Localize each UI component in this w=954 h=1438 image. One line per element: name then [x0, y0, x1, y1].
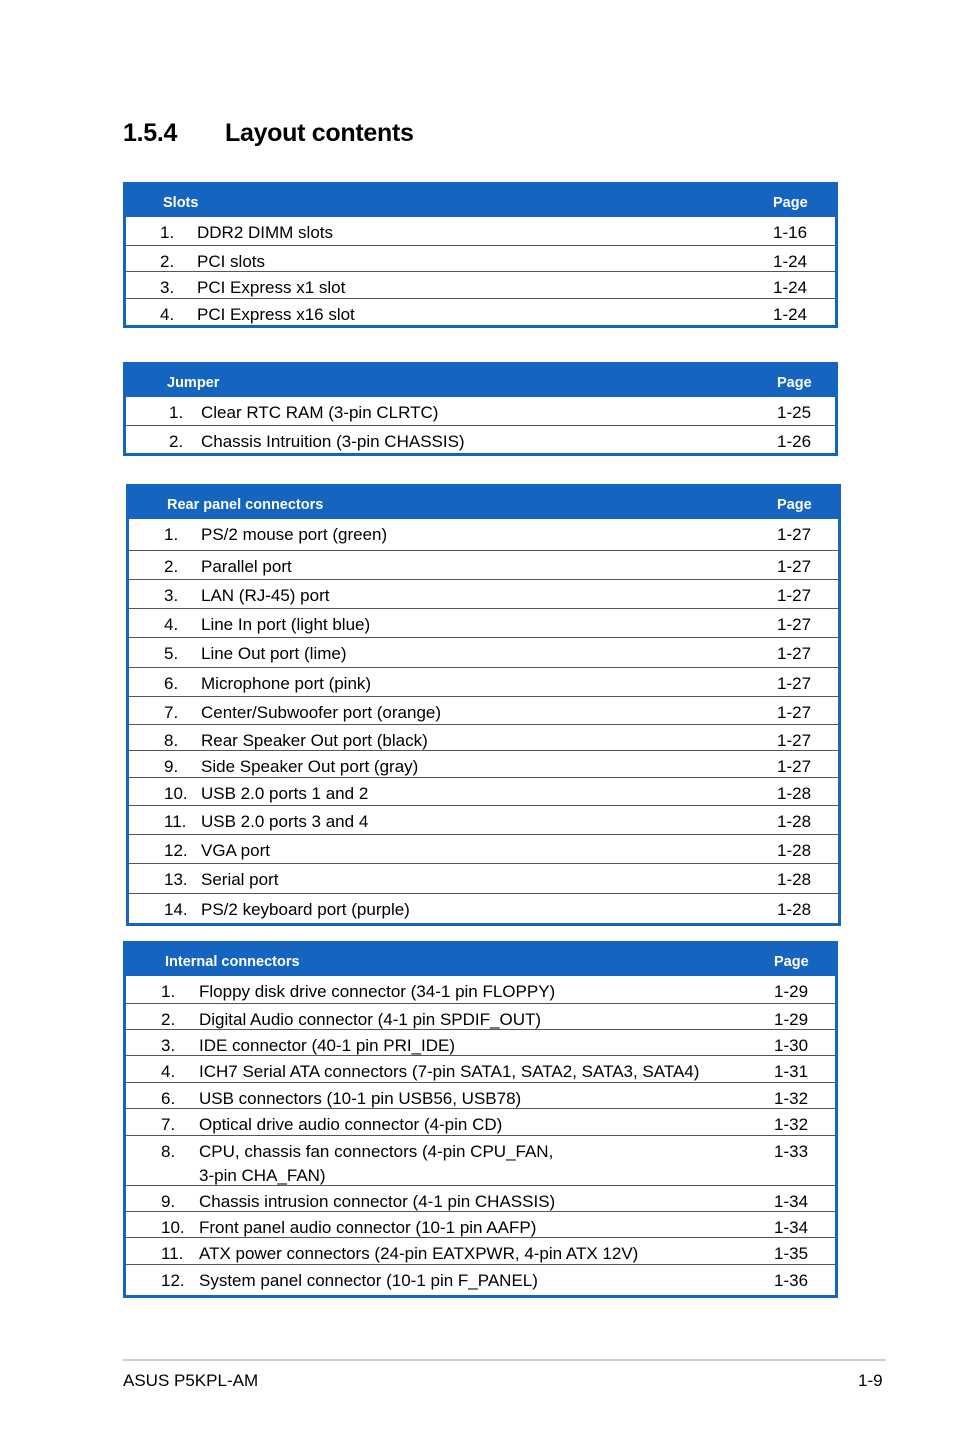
row-label: Digital Audio connector (4-1 pin SPDIF_OUT): [199, 1010, 542, 1029]
row-page: 1-30: [774, 1036, 809, 1055]
row-label: IDE connector (40-1 pin PRI_IDE): [199, 1036, 456, 1055]
table-row: [126, 1136, 835, 1186]
row-number: 13.: [164, 870, 188, 889]
row-label: ICH7 Serial ATA connectors (7-pin SATA1, SATA2, SATA3, SATA4): [199, 1062, 700, 1081]
row-page: 1-29: [774, 982, 809, 1001]
row-number: 3.: [161, 1036, 176, 1055]
row-page: 1-31: [774, 1062, 809, 1081]
page-column-header: Page: [777, 497, 812, 513]
table-row: [129, 894, 838, 923]
row-number: 8.: [161, 1142, 176, 1161]
row-page: 1-34: [774, 1218, 809, 1237]
table-row: [129, 835, 838, 864]
row-page: 1-27: [777, 644, 812, 663]
row-label: USB 2.0 ports 3 and 4: [201, 812, 369, 831]
table-header: [126, 185, 835, 217]
row-label: Microphone port (pink): [201, 674, 372, 693]
row-number: 3.: [164, 586, 179, 605]
row-number: 9.: [164, 757, 179, 776]
row-page: 1-33: [774, 1142, 809, 1161]
row-page: 1-27: [777, 586, 812, 605]
row-number: 8.: [164, 731, 179, 750]
row-number: 6.: [164, 674, 179, 693]
row-number: 1.: [164, 525, 179, 544]
section-number: 1.5.4: [123, 119, 178, 147]
table-row: [126, 272, 835, 299]
row-number: 2.: [169, 432, 184, 451]
row-page: 1-16: [773, 223, 808, 242]
row-label: Rear Speaker Out port (black): [201, 731, 428, 750]
row-label: Optical drive audio connector (4-pin CD): [199, 1115, 503, 1134]
row-number: 12.: [161, 1271, 185, 1290]
row-page: 1-27: [777, 557, 812, 576]
row-label: Center/Subwoofer port (orange): [201, 703, 442, 722]
row-label: PCI slots: [197, 252, 266, 271]
row-label: Chassis Intruition (3-pin CHASSIS): [201, 432, 465, 451]
row-number: 5.: [164, 644, 179, 663]
table-row: [126, 397, 835, 426]
row-label: Side Speaker Out port (gray): [201, 757, 419, 776]
row-number: 11.: [164, 812, 187, 831]
table-internal: [123, 941, 838, 1298]
row-number: 2.: [164, 557, 179, 576]
row-label: VGA port: [201, 841, 270, 860]
row-page: 1-26: [777, 432, 812, 451]
row-page: 1-27: [777, 703, 812, 722]
row-label: ATX power connectors (24-pin EATXPWR, 4-pin ATX 12V): [199, 1244, 639, 1263]
row-page: 1-28: [777, 870, 812, 889]
row-label: Chassis intrusion connector (4-1 pin CHASSIS): [199, 1192, 556, 1211]
row-page: 1-27: [777, 615, 812, 634]
table-row: [129, 864, 838, 894]
row-label: Line In port (light blue): [201, 615, 371, 634]
row-number: 2.: [161, 1010, 176, 1029]
row-label: System panel connector (10-1 pin F_PANEL): [199, 1271, 538, 1290]
row-label: DDR2 DIMM slots: [197, 223, 334, 242]
row-label: LAN (RJ-45) port: [201, 586, 330, 605]
table-row: [129, 551, 838, 580]
table-row: [126, 1265, 835, 1295]
table-row: [126, 299, 835, 325]
table-row: [126, 1083, 835, 1109]
page-column-header: Page: [773, 195, 808, 211]
row-number: 12.: [164, 841, 188, 860]
row-page: 1-28: [777, 784, 812, 803]
row-page: 1-27: [777, 731, 812, 750]
row-number: 2.: [160, 252, 175, 271]
table-header: [126, 365, 835, 397]
row-label: CPU, chassis fan connectors (4-pin CPU_FAN,: [199, 1142, 554, 1161]
row-page: 1-28: [777, 841, 812, 860]
footer-product: ASUS P5KPL-AM: [123, 1371, 259, 1390]
table-row: [126, 1109, 835, 1136]
row-label: Line Out port (lime): [201, 644, 347, 663]
row-page: 1-25: [777, 403, 812, 422]
table-slots: [123, 182, 838, 328]
row-page: 1-27: [777, 757, 812, 776]
table-header: [129, 487, 838, 519]
row-number: 10.: [161, 1218, 185, 1237]
table-header: [126, 944, 835, 976]
table-row: [129, 778, 838, 806]
table-row: [126, 1030, 835, 1056]
section-title: Layout contents: [225, 119, 414, 147]
row-page: 1-36: [774, 1271, 809, 1290]
table-row: [129, 580, 838, 609]
row-label: Floppy disk drive connector (34-1 pin FLOPPY): [199, 982, 556, 1001]
table-row: [129, 725, 838, 751]
row-number: 11.: [161, 1244, 184, 1263]
table-row: [126, 1186, 835, 1212]
row-label: PCI Express x1 slot: [197, 278, 346, 297]
row-label: PCI Express x16 slot: [197, 305, 355, 324]
table-title: Slots: [163, 195, 199, 211]
table-title: Internal connectors: [165, 954, 300, 970]
table-row: [129, 806, 838, 835]
table-row: [126, 1004, 835, 1030]
table-row: [126, 976, 835, 1004]
table-row: [129, 519, 838, 551]
row-page: 1-32: [774, 1089, 809, 1108]
row-page: 1-35: [774, 1244, 809, 1263]
row-number: 10.: [164, 784, 188, 803]
table-row: [126, 1212, 835, 1238]
row-page: 1-28: [777, 900, 812, 919]
row-label: Front panel audio connector (10-1 pin AAFP): [199, 1218, 537, 1237]
row-number: 1.: [161, 982, 176, 1001]
section-heading: [123, 119, 414, 148]
row-label: PS/2 mouse port (green): [201, 525, 388, 544]
row-number: 4.: [160, 305, 175, 324]
table-row: [126, 217, 835, 246]
row-number: 14.: [164, 900, 188, 919]
row-number: 7.: [161, 1115, 176, 1134]
row-page: 1-34: [774, 1192, 809, 1211]
row-label: USB 2.0 ports 1 and 2: [201, 784, 369, 803]
table-row: [129, 638, 838, 668]
table-row: [126, 1238, 835, 1265]
row-number: 7.: [164, 703, 179, 722]
table-row: [129, 668, 838, 697]
page-column-header: Page: [774, 954, 809, 970]
row-label: PS/2 keyboard port (purple): [201, 900, 410, 919]
row-page: 1-24: [773, 305, 808, 324]
row-page: 1-32: [774, 1115, 809, 1134]
table-row: [126, 426, 835, 453]
row-number: 9.: [161, 1192, 176, 1211]
table-title: Rear panel connectors: [167, 497, 324, 513]
row-number: 6.: [161, 1089, 176, 1108]
table-jumper: [123, 362, 838, 456]
row-page: 1-27: [777, 525, 812, 544]
row-label: Serial port: [201, 870, 279, 889]
row-label: Parallel port: [201, 557, 292, 576]
row-number: 4.: [164, 615, 179, 634]
row-label: Clear RTC RAM (3-pin CLRTC): [201, 403, 439, 422]
table-rear: [126, 484, 841, 926]
row-number: 1.: [169, 403, 184, 422]
row-page: 1-24: [773, 252, 808, 271]
row-number: 4.: [161, 1062, 176, 1081]
row-number: 1.: [160, 223, 175, 242]
row-label: USB connectors (10-1 pin USB56, USB78): [199, 1089, 522, 1108]
table-row: [129, 697, 838, 725]
row-label-continued: 3-pin CHA_FAN): [199, 1166, 326, 1185]
table-row: [129, 751, 838, 778]
table-title: Jumper: [167, 375, 220, 391]
table-row: [126, 246, 835, 272]
row-page: 1-29: [774, 1010, 809, 1029]
table-row: [126, 1056, 835, 1083]
row-page: 1-27: [777, 674, 812, 693]
row-number: 3.: [160, 278, 175, 297]
table-row: [129, 609, 838, 638]
footer-divider: [123, 1359, 886, 1361]
row-page: 1-24: [773, 278, 808, 297]
page-column-header: Page: [777, 375, 812, 391]
footer-page-number: 1-9: [858, 1371, 883, 1390]
row-page: 1-28: [777, 812, 812, 831]
